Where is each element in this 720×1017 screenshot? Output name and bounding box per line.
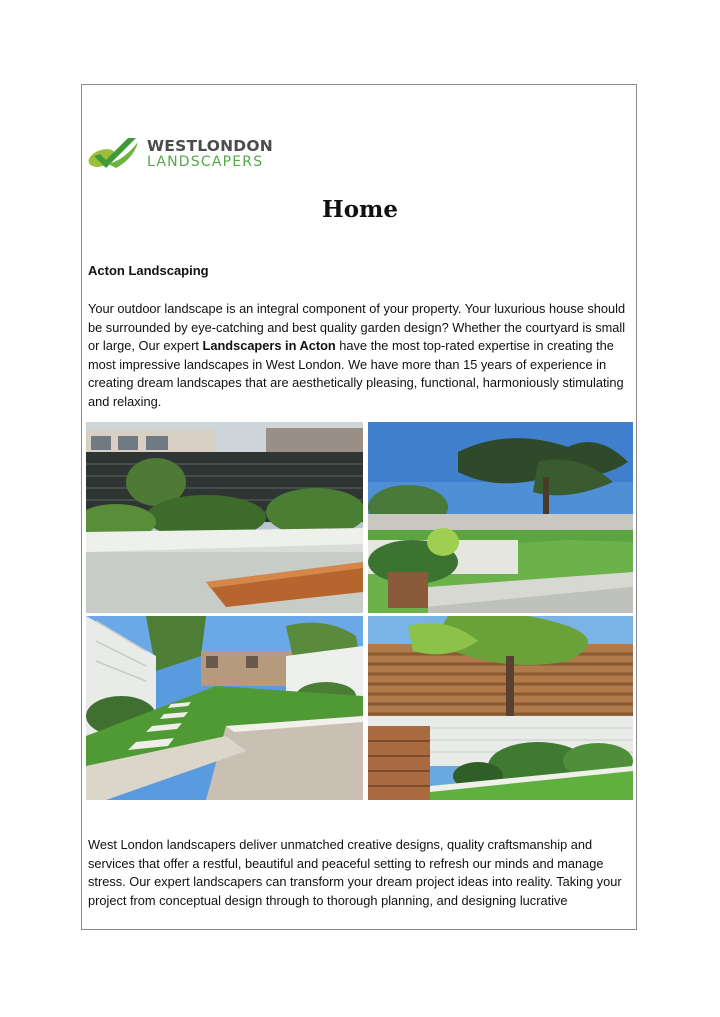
garden-photo-lawn-tree (368, 422, 633, 613)
leaf-check-logo-icon (86, 134, 146, 176)
page-title: Home (321, 196, 399, 223)
intro-paragraph (88, 300, 628, 411)
garden-photo-slatted-fence (368, 616, 633, 800)
intro-text-end: have the most top-rated expertise in creating the most impressive landscapes in West London. We have more than 15 years of experience in creating dream landscapes that are aesthetically pleasing, functional, harmoniously stimulating and relaxing. (88, 338, 624, 409)
company-logo (86, 134, 273, 176)
logo-wordmark-top: WESTLONDON (147, 137, 273, 155)
intro-bold-link-text: Landscapers in Acton (202, 338, 336, 353)
logo-wordmark-bottom: LANDSCAPERS (147, 154, 264, 170)
closing-paragraph: West London landscapers deliver unmatched creative designs, quality craftsmanship and services that offer a restful, beautiful and peaceful setting to refresh our minds and manage stress. Our expert landscapers can transform your dream project ideas into reality. Taking your project from conceptual design through to thorough planning, and designing lucrative (88, 837, 622, 908)
garden-photo-stepping-stones (86, 616, 363, 800)
garden-photo-bench-planter (86, 422, 363, 613)
intro-text-start: Your outdoor landscape is an integral component of your property. Your luxurious house should be surrounded by eye-catching and best quality garden design? Whether the courtyard is small or large, Our expert (88, 301, 626, 353)
section-heading: Acton Landscaping (88, 263, 209, 278)
